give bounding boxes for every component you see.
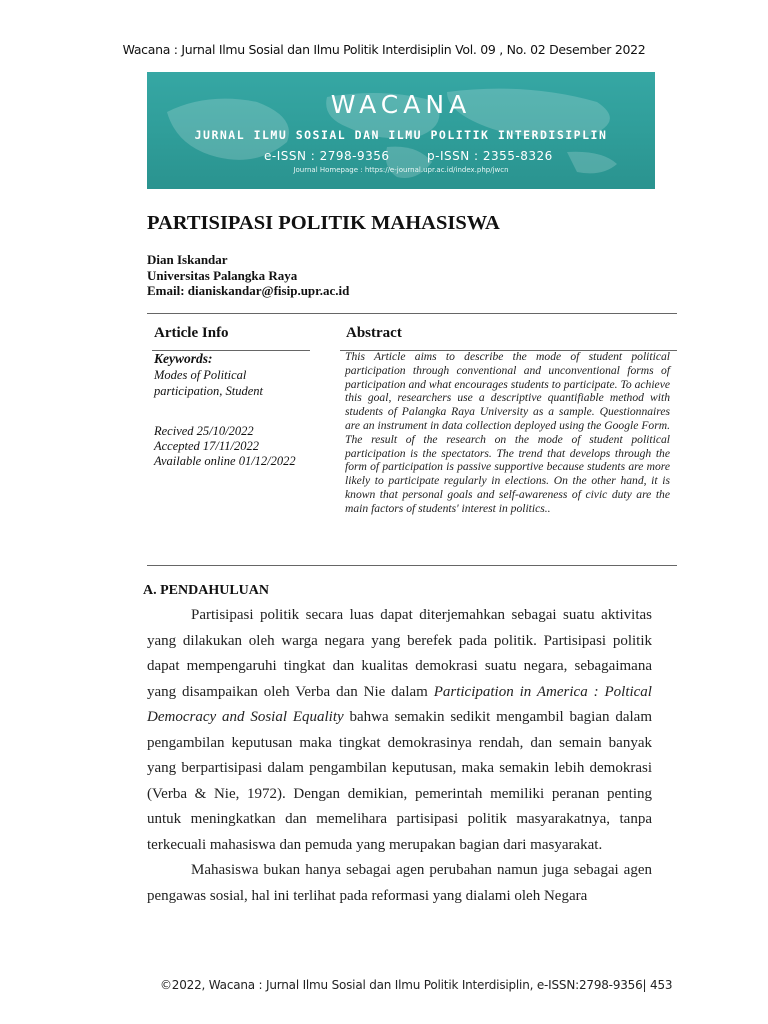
banner-subtitle: JURNAL ILMU SOSIAL DAN ILMU POLITIK INTERDISIPLIN <box>194 128 608 142</box>
footer-copyright: ©2022, <box>160 978 209 992</box>
banner-eissn: e-ISSN : 2798-9356 <box>264 149 390 163</box>
bottom-divider <box>147 565 677 566</box>
body-paragraph-2 <box>147 858 652 909</box>
paragraph-text: bahwa semakin sedikit mengambil bagian dalam pengambilan keputusan maka tingkat demokrasinya rendah, dan semain banyak yang berpartisipasi dalam pengambilan keputusan, maka semakin lebih demokrasi (Verba & Nie, 1972). Dengan demikian, pemerintah memiliki peranan penting untuk meningkatkan dan memelihara partisipasi politik masyarakatnya, tanpa terkecuali mahasiswa dan pemuda yang merupakan bagian dari masyarakat. <box>147 709 652 853</box>
banner-pissn: p-ISSN : 2355-8326 <box>427 149 553 163</box>
received-date: Recived 25/10/2022 <box>154 424 254 438</box>
keyword-line: participation, Student <box>154 383 264 398</box>
cited-book-title: Participation in America : Poltical Democracy and Sosial Equality <box>147 683 652 725</box>
abstract-text: This Article aims to describe the mode of student political participation through conventional and unconventional forms of participation and what encourages students to participate. To achieve this goal, researchers use a descriptive quantifiable method with students of Palangka Raya University as a sample. Questionnaires are an instrument in data collection deployed using the Google Form. The result of the research on the mode of student political participation is the spectators. The trend that develops through the form of participation is passive supportive because students are more likely to participate regularly in elections. On the other hand, it is known that personal goals and self-awareness of civic duty are the main factors of students' interest in politics.. <box>345 350 670 515</box>
top-divider <box>147 313 677 314</box>
paragraph-text: Partisipasi politik secara luas dapat diterjemahkan sebagai suatu aktivitas yang dilakukan oleh warga negara yang berefek pada politik. Partisipasi politik dapat mempengaruhi tingkat dan kualitas demokrasi suatu negara, sebagaimana yang disampaikan oleh Verba dan Nie dalam <box>147 607 652 700</box>
journal-banner <box>147 72 655 189</box>
body-paragraph-1 <box>147 603 652 858</box>
section-heading: A. PENDAHULUAN <box>143 583 269 598</box>
author-name: Dian Iskandar <box>147 252 228 267</box>
author-email: Email: dianiskandar@fisip.upr.ac.id <box>147 283 350 298</box>
article-info-heading: Article Info <box>154 325 229 341</box>
abstract-heading: Abstract <box>346 325 402 341</box>
footer-issn-page: , e-ISSN:2798-9356| 453 <box>529 978 673 992</box>
banner-title: WACANA <box>330 90 472 119</box>
keyword-line: Modes of Political <box>154 368 247 382</box>
keywords-label: Keywords: <box>154 351 213 366</box>
page-footer <box>160 978 672 992</box>
banner-homepage: Journal Homepage : https://e-journal.upr.ac.id/index.php/jwcn <box>293 166 509 174</box>
paragraph-text: Mahasiswa bukan hanya sebagai agen perubahan namun juga sebagai agen pengawas sosial, hal ini terlihat pada reformasi yang dialami oleh Negara <box>147 862 652 904</box>
article-dates <box>154 424 296 469</box>
running-header: Wacana : Jurnal Ilmu Sosial dan Ilmu Politik Interdisiplin Vol. 09 , No. 02 Desember 2022 <box>122 42 646 57</box>
author-affiliation: Universitas Palangka Raya <box>147 267 298 283</box>
accepted-date: Accepted 17/11/2022 <box>154 439 259 453</box>
online-date: Available online 01/12/2022 <box>154 454 296 468</box>
keywords-list <box>154 368 263 399</box>
author-block <box>147 252 349 299</box>
paper-title: PARTISIPASI POLITIK MAHASISWA <box>147 212 500 234</box>
footer-journal: Wacana : Jurnal Ilmu Sosial dan Ilmu Politik Interdisiplin <box>208 978 530 992</box>
